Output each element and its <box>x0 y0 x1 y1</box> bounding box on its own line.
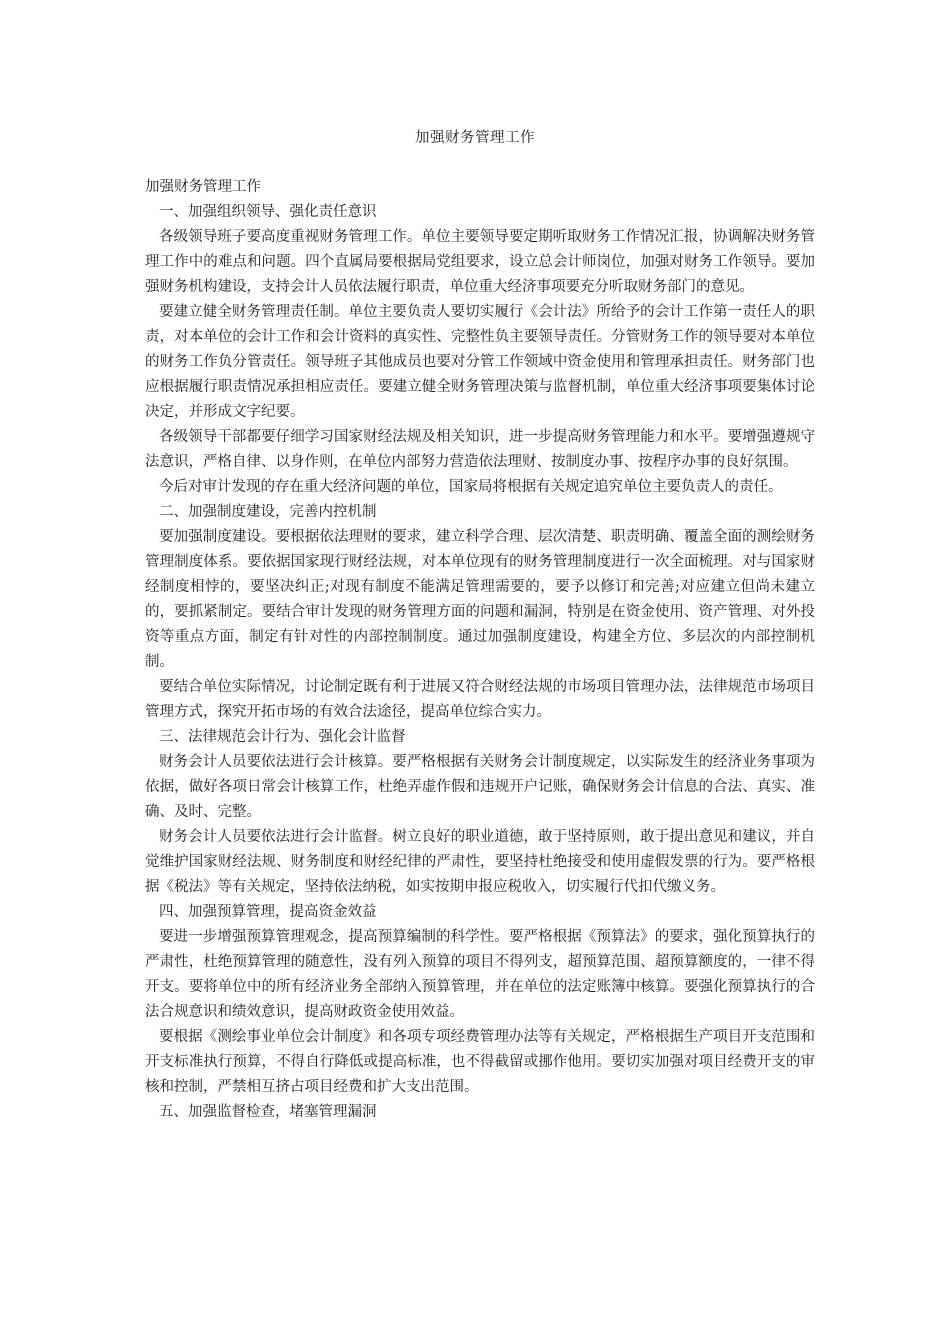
paragraph: 今后对审计发现的存在重大经济问题的单位，国家局将根据有关规定追究单位主要负责人的责任。 <box>159 479 783 495</box>
document-title: 加强财务管理工作 <box>415 130 535 146</box>
paragraph: 要加强制度建设。要根据依法理财的要求，建立科学合理、层次清楚、职责明确、覆盖全面的测绘财务管理制度体系。要依据国家现行财经法规，对本单位现有的财务管理制度进行一次全面梳理。对与国家财经制度相悖的，要坚决纠正;对现有制度不能满足管理需要的，要予以修订和完善;对应建立但尚未建立的，要抓紧制定。要结合审计发现的财务管理方面的问题和漏洞，特别是在资金使用、资产管理、对外投资等重点方面，制定有针对性的内部控制制度。通过加强制度建设，构建全方位、多层次的内部控制机制。 <box>145 529 815 670</box>
section-heading: 二、加强制度建设，完善内控机制 <box>159 504 377 520</box>
paragraph: 各级领导班子要高度重视财务管理工作。单位主要领导要定期听取财务工作情况汇报，协调解决财务管理工作中的难点和问题。四个直属局要根据局党组要求，设立总会计师岗位，加强对财务工作领导。要加强财务机构建设，支持会计人员依法履行职责，单位重大经济事项要充分听取财务部门的意见。 <box>145 229 815 295</box>
section-heading: 五、加强监督检查，堵塞管理漏洞 <box>159 1104 377 1120</box>
paragraph: 财务会计人员要依法进行会计核算。要严格根据有关财务会计制度规定，以实际发生的经济业务事项为依据，做好各项日常会计核算工作，杜绝弄虚作假和违规开户记账，确保财务会计信息的合法、真实、准确、及时、完整。 <box>145 754 815 820</box>
paragraph: 要结合单位实际情况，讨论制定既有利于进展又符合财经法规的市场项目管理办法，法律规范市场项目管理方式，探究开拓市场的有效合法途径，提高单位综合实力。 <box>145 679 815 720</box>
paragraph: 要进一步增强预算管理观念，提高预算编制的科学性。要严格根据《预算法》的要求，强化预算执行的严肃性，杜绝预算管理的随意性，没有列入预算的项目不得列支，超预算范围、超预算额度的，一律不得开支。要将单位中的所有经济业务全部纳入预算管理，并在单位的法定账簿中核算。要强化预算执行的合法合规意识和绩效意识，提高财政资金使用效益。 <box>145 929 815 1020</box>
section-heading: 四、加强预算管理，提高资金效益 <box>159 904 377 920</box>
section-heading: 三、法律规范会计行为、强化会计监督 <box>159 729 406 745</box>
paragraph: 要根据《测绘事业单位会计制度》和各项专项经费管理办法等有关规定，严格根据生产项目开支范围和开支标准执行预算，不得自行降低或提高标准，也不得截留或挪作他用。要切实加强对项目经费开支的审核和控制，严禁相互挤占项目经费和扩大支出范围。 <box>145 1029 815 1095</box>
paragraph: 各级领导干部都要仔细学习国家财经法规及相关知识，进一步提高财务管理能力和水平。要增强遵规守法意识，严格自律、以身作则，在单位内部努力营造依法理财、按制度办事、按程序办事的良好氛围。 <box>145 429 815 470</box>
paragraph: 财务会计人员要依法进行会计监督。树立良好的职业道德，敢于坚持原则，敢于提出意见和建议，并自觉维护国家财经法规、财务制度和财经纪律的严肃性，要坚持杜绝接受和使用虚假发票的行为。要严格根据《税法》等有关规定，坚持依法纳税，如实按期申报应税收入，切实履行代扣代缴义务。 <box>145 829 815 895</box>
document-body <box>145 175 815 1125</box>
document-subtitle: 加强财务管理工作 <box>145 179 261 195</box>
paragraph: 要建立健全财务管理责任制。单位主要负责人要切实履行《会计法》所给予的会计工作第一责任人的职责，对本单位的会计工作和会计资料的真实性、完整性负主要领导责任。分管财务工作的领导要对本单位的财务工作负分管责任。领导班子其他成员也要对分管工作领域中资金使用和管理承担责任。财务部门也应根据履行职责情况承担相应责任。要建立健全财务管理决策与监督机制，单位重大经济事项要集体讨论决定，并形成文字纪要。 <box>145 304 815 420</box>
section-heading: 一、加强组织领导、强化责任意识 <box>159 204 377 220</box>
